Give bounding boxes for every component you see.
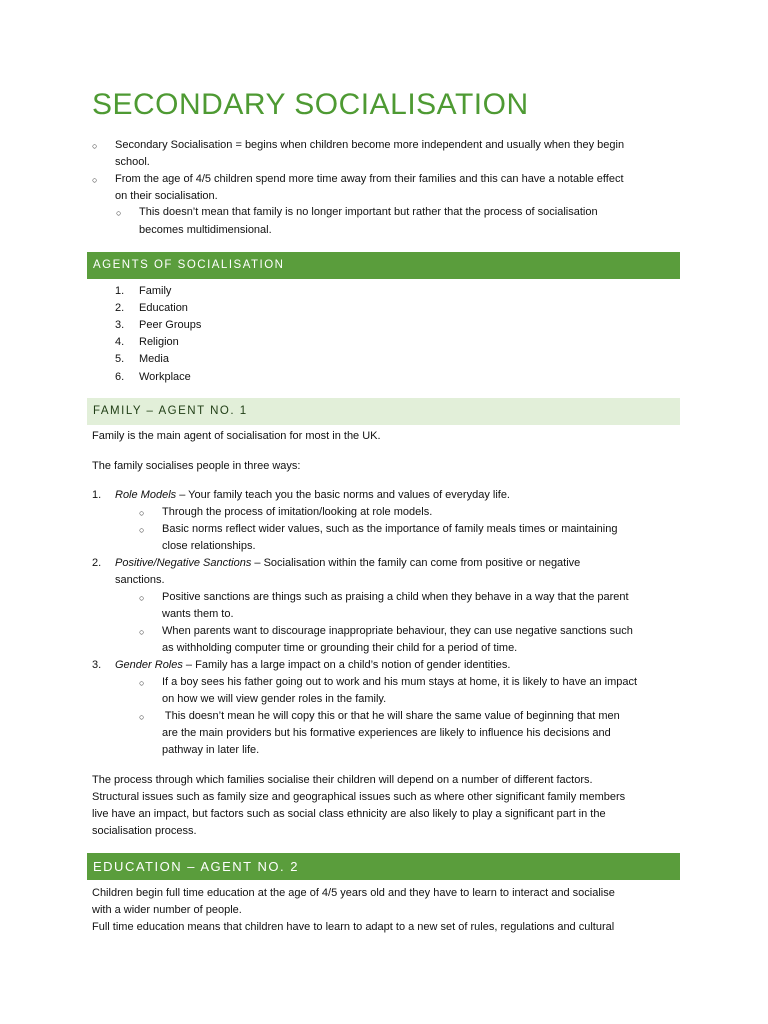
family-item-1-sub-2-line-2: close relationships. (162, 540, 256, 552)
family-heading: FAMILY – AGENT NO. 1 (93, 405, 248, 417)
family-item-1 (115, 487, 510, 504)
family-item-3-sub-2-line-2: are the main providers but his formative experiences are likely to influence his decisions and (162, 727, 611, 739)
family-paragraph-1: Family is the main agent of socialisation for most in the UK. (92, 430, 381, 442)
family-item-2-sub-1-line-1: Positive sanctions are things such as praising a child when they behave in a way that the parent (162, 591, 629, 603)
agent-item-media: Media (139, 353, 169, 365)
family-item-2-sub-2-line-1: When parents want to discourage inappropriate behaviour, they can use negative sanctions such (162, 625, 633, 637)
family-item-number: 2. (92, 557, 102, 569)
hollow-circle-bullet-icon: ○ (139, 508, 145, 518)
family-item-number: 3. (92, 659, 102, 671)
hollow-circle-bullet-icon: ○ (92, 175, 98, 185)
intro-subbullet-line-2: becomes multidimensional. (139, 224, 272, 236)
family-conclusion-line-1: The process through which families socialise their children will depend on a number of different factors. (92, 774, 593, 786)
family-paragraph-2: The family socialises people in three ways: (92, 460, 301, 472)
agent-item-family: Family (139, 285, 172, 297)
agents-heading: AGENTS OF SOCIALISATION (93, 259, 285, 271)
education-paragraph-1-line-2: with a wider number of people. (92, 904, 242, 916)
role-models-text: – Your family teach you the basic norms and values of everyday life. (176, 489, 510, 501)
sanctions-text: – Socialisation within the family can come from positive or negative (251, 557, 581, 569)
family-item-2 (115, 555, 580, 572)
family-conclusion-line-2: Structural issues such as family size and geographical issues such as where other significant family members (92, 791, 626, 803)
education-heading: EDUCATION – AGENT NO. 2 (93, 859, 299, 874)
intro-bullet-1-line-1: Secondary Socialisation = begins when children become more independent and usually when they begin (115, 139, 625, 151)
education-paragraph-2-line-1: Full time education means that children have to learn to adapt to a new set of rules, regulations and cultural (92, 921, 615, 933)
agent-number: 6. (115, 371, 125, 383)
education-paragraph-1-line-1: Children begin full time education at the age of 4/5 years old and they have to learn to interact and socialise (92, 887, 615, 899)
sanctions-term: Positive/Negative Sanctions (115, 557, 252, 569)
family-item-2-sub-1-line-2: wants them to. (162, 608, 234, 620)
family-item-2-sub-2-line-2: as withholding computer time or grounding their child for a period of time. (162, 642, 518, 654)
gender-roles-term: Gender Roles (115, 659, 183, 671)
agent-number: 3. (115, 319, 125, 331)
role-models-term: Role Models (115, 489, 177, 501)
hollow-circle-bullet-icon: ○ (139, 712, 145, 722)
agent-item-workplace: Workplace (139, 371, 191, 383)
family-item-1-sub-2-line-1: Basic norms reflect wider values, such as the importance of family meals times or maintaining (162, 523, 618, 535)
family-item-number: 1. (92, 489, 102, 501)
hollow-circle-bullet-icon: ○ (139, 678, 145, 688)
family-item-3-sub-1-line-1: If a boy sees his father going out to work and his mum stays at home, it is likely to have an impact (162, 676, 638, 688)
agent-number: 2. (115, 302, 125, 314)
family-item-1-sub-1: Through the process of imitation/looking at role models. (162, 506, 433, 518)
education-heading-band (87, 853, 680, 880)
hollow-circle-bullet-icon: ○ (139, 593, 145, 603)
agent-number: 1. (115, 285, 125, 297)
family-conclusion-line-3: live have an impact, but factors such as social class ethnicity are also likely to play a significant part in the (92, 808, 606, 820)
agents-heading-band (87, 252, 680, 279)
hollow-circle-bullet-icon: ○ (116, 208, 122, 218)
family-conclusion-line-4: socialisation process. (92, 825, 197, 837)
intro-bullet-2-line-1: From the age of 4/5 children spend more time away from their families and this can have a notable effect (115, 173, 624, 185)
family-item-3-sub-1-line-2: on how we will view gender roles in the family. (162, 693, 387, 705)
family-item-3 (115, 657, 510, 674)
gender-roles-text: – Family has a large impact on a child’s notion of gender identities. (182, 659, 511, 671)
agent-number: 5. (115, 353, 125, 365)
family-item-3-sub-2-line-1: This doesn’t mean he will copy this or that he will share the same value of beginning that men (162, 710, 620, 722)
intro-bullet-2-line-2: on their socialisation. (115, 190, 218, 202)
agent-item-religion: Religion (139, 336, 179, 348)
agent-item-education: Education (139, 302, 188, 314)
family-heading-band (87, 398, 680, 425)
agent-item-peer-groups: Peer Groups (139, 319, 202, 331)
page-title: SECONDARY SOCIALISATION (92, 88, 529, 121)
intro-subbullet-line-1: This doesn’t mean that family is no longer important but rather that the process of socialisation (139, 206, 598, 218)
agent-number: 4. (115, 336, 125, 348)
hollow-circle-bullet-icon: ○ (139, 525, 145, 535)
family-item-2-line-2: sanctions. (115, 574, 165, 586)
hollow-circle-bullet-icon: ○ (139, 627, 145, 637)
intro-bullet-1-line-2: school. (115, 156, 150, 168)
family-item-3-sub-2-line-3: pathway in later life. (162, 744, 260, 756)
hollow-circle-bullet-icon: ○ (92, 141, 98, 151)
